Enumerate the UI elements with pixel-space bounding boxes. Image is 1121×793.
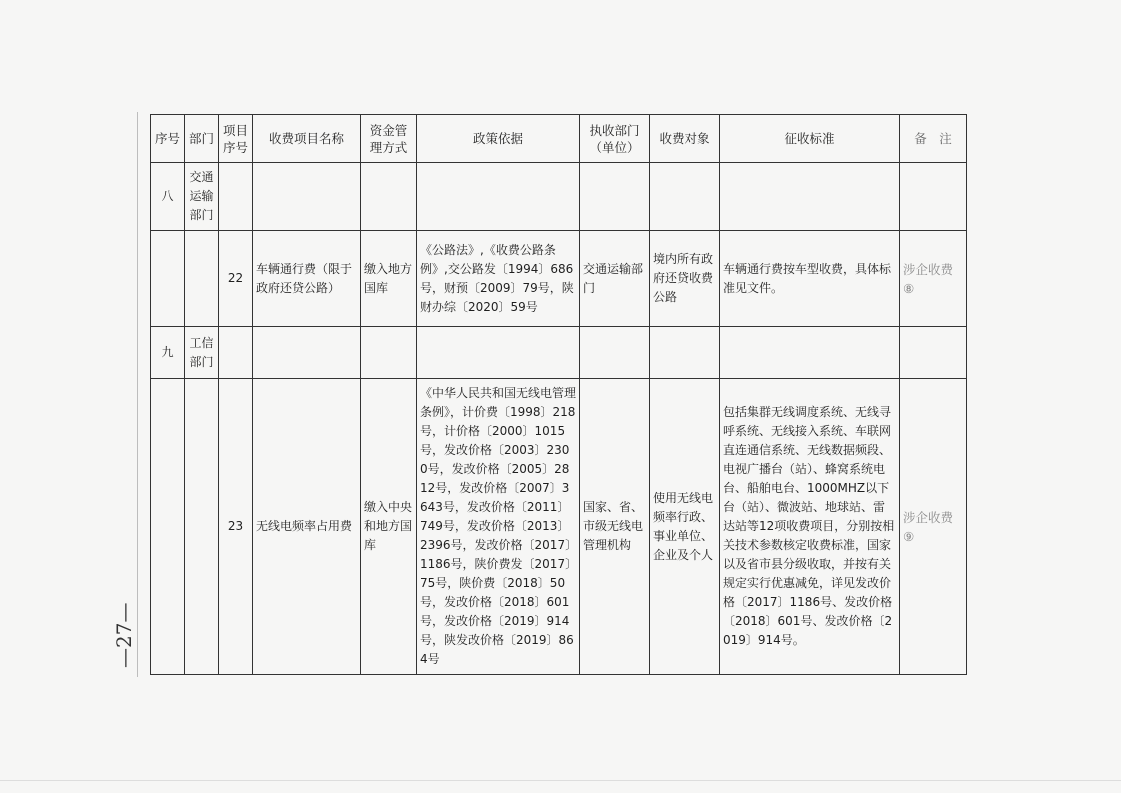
header-dept: 部门 [185, 115, 219, 163]
cell-fund: 缴入地方国库 [361, 231, 417, 327]
table-row [151, 379, 967, 675]
header-collector: 执收部门（单位） [580, 115, 650, 163]
cell-collector: 交通运输部门 [580, 231, 650, 327]
header-standard: 征收标准 [720, 115, 900, 163]
page-bottom-rule [0, 780, 1121, 781]
cell-empty [151, 379, 185, 675]
cell-empty [361, 327, 417, 379]
table-row [151, 327, 967, 379]
cell-collector: 国家、省、市级无线电管理机构 [580, 379, 650, 675]
cell-policy: 《公路法》,《收费公路条例》,交公路发〔1994〕686号，财预〔2009〕79号，陕财办综〔2020〕59号 [417, 231, 580, 327]
cell-empty [650, 163, 720, 231]
cell-empty [219, 327, 253, 379]
table-row [151, 163, 967, 231]
page-number: —27— [112, 602, 136, 668]
cell-empty [580, 327, 650, 379]
cell-empty [361, 163, 417, 231]
cell-item-no: 23 [219, 379, 253, 675]
cell-empty [720, 163, 900, 231]
cell-empty [253, 327, 361, 379]
cell-remark: 涉企收费⑧ [900, 231, 967, 327]
header-name: 收费项目名称 [253, 115, 361, 163]
cell-empty [720, 327, 900, 379]
cell-seq: 九 [151, 327, 185, 379]
cell-item-no: 22 [219, 231, 253, 327]
cell-seq: 八 [151, 163, 185, 231]
header-item-no: 项目序号 [219, 115, 253, 163]
table-row [151, 231, 967, 327]
cell-standard: 车辆通行费按车型收费，具体标准见文件。 [720, 231, 900, 327]
cell-empty [151, 231, 185, 327]
cell-name: 无线电频率占用费 [253, 379, 361, 675]
cell-payer: 使用无线电频率行政、事业单位、企业及个人 [650, 379, 720, 675]
cell-empty [185, 231, 219, 327]
cell-remark: 涉企收费⑨ [900, 379, 967, 675]
header-seq: 序号 [151, 115, 185, 163]
margin-line [137, 112, 138, 677]
header-row [151, 115, 967, 163]
cell-empty [417, 163, 580, 231]
cell-name: 车辆通行费（限于政府还贷公路） [253, 231, 361, 327]
fee-table [150, 114, 967, 675]
header-fund: 资金管理方式 [361, 115, 417, 163]
header-payer: 收费对象 [650, 115, 720, 163]
cell-dept: 工信部门 [185, 327, 219, 379]
cell-empty [185, 379, 219, 675]
cell-payer: 境内所有政府还贷收费公路 [650, 231, 720, 327]
cell-fund: 缴入中央和地方国库 [361, 379, 417, 675]
cell-empty [253, 163, 361, 231]
cell-empty [417, 327, 580, 379]
cell-standard: 包括集群无线调度系统、无线寻呼系统、无线接入系统、车联网直连通信系统、无线数据频段、电视广播台（站）、蜂窝系统电台、船舶电台、1000MHZ以下台（站）、微波站、地球站、雷达站等12项收费项目，分别按相关技术参数核定收费标准，国家以及省市县分级收取，并按有关规定实行优惠减免，详见发改价格〔2017〕1186号、发改价格〔2018〕601号、发改价格〔2019〕914号。 [720, 379, 900, 675]
header-policy: 政策依据 [417, 115, 580, 163]
cell-empty [650, 327, 720, 379]
cell-empty [900, 163, 967, 231]
header-remark: 备 注 [900, 115, 967, 163]
cell-empty [580, 163, 650, 231]
cell-empty [900, 327, 967, 379]
cell-dept: 交通运输部门 [185, 163, 219, 231]
cell-empty [219, 163, 253, 231]
cell-policy: 《中华人民共和国无线电管理条例》，计价费〔1998〕218号，计价格〔2000〕1015号，发改价格〔2003〕2300号，发改价格〔2005〕2812号，发改价格〔2007〕3643号，发改价格〔2011〕749号，发改价格〔2013〕2396号，发改价格〔2017〕1186号，陕价费发〔2017〕75号，陕价费〔2018〕50号，发改价格〔2018〕601号，发改价格〔2019〕914号，陕发改价格〔2019〕864号 [417, 379, 580, 675]
